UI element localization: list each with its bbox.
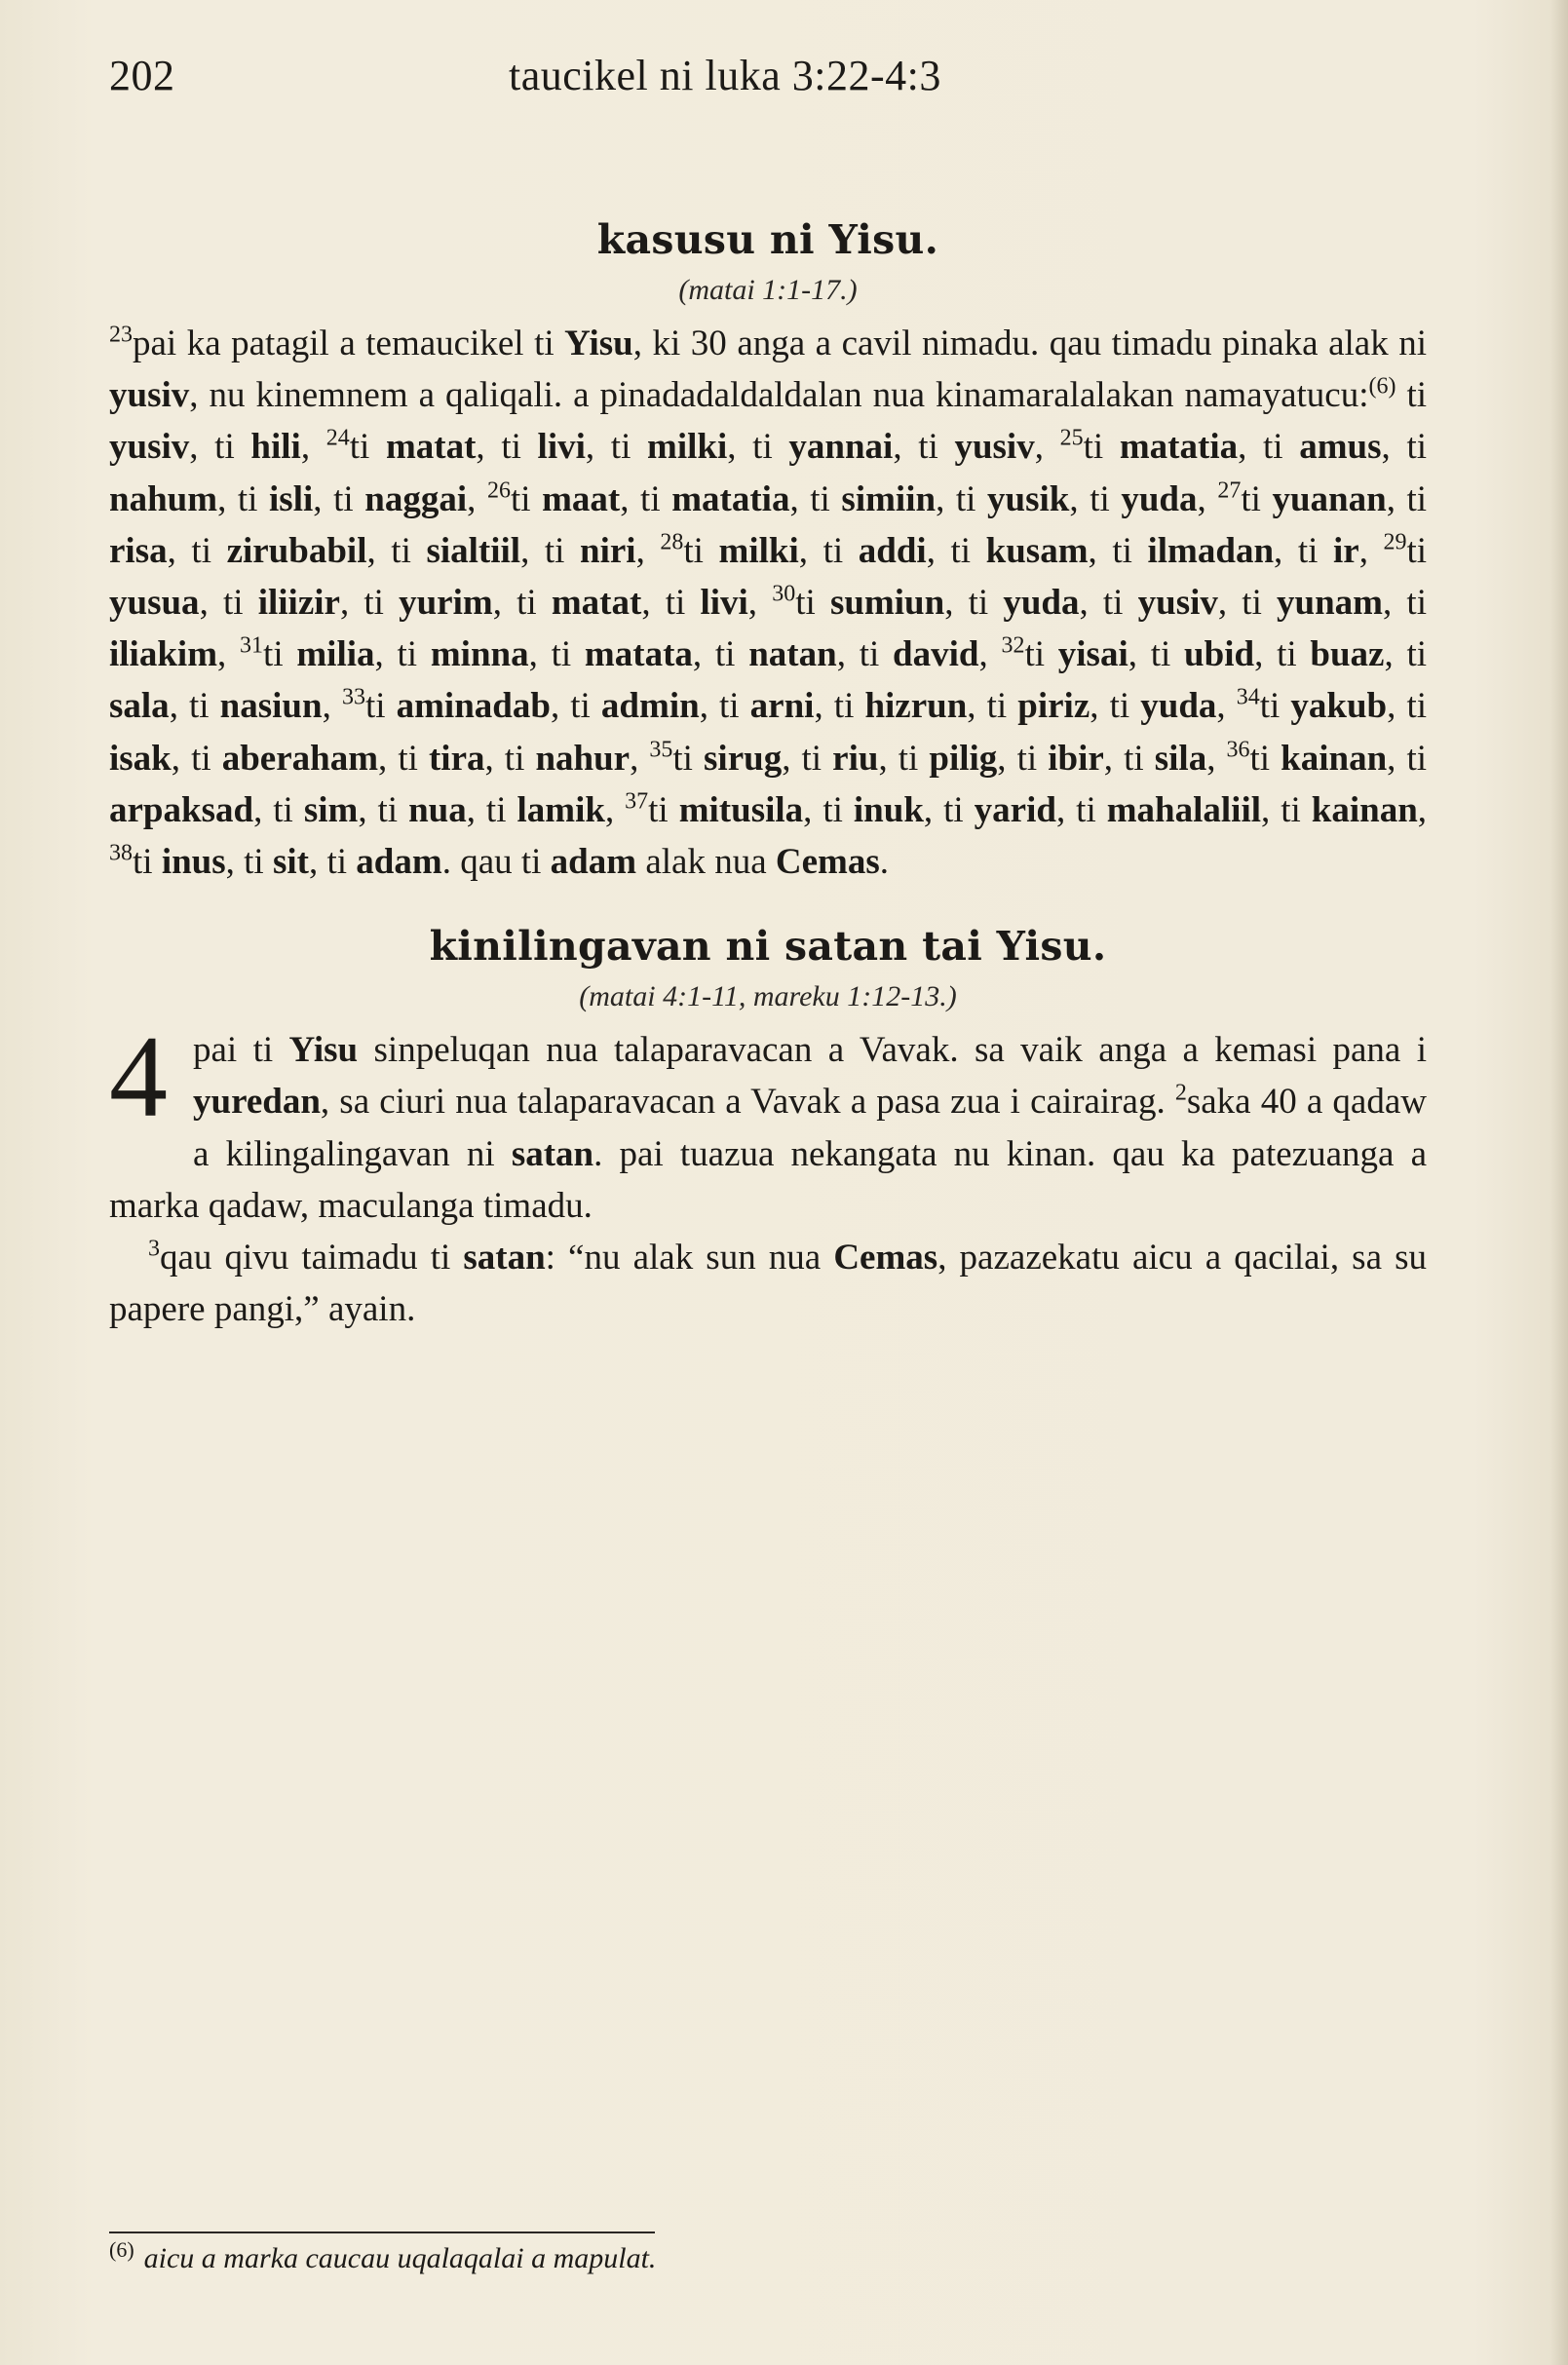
verse-number: 3 — [148, 1236, 160, 1262]
genealogy-name: matatia — [1119, 427, 1239, 468]
genealogy-name: natan — [748, 634, 837, 675]
genealogy-name: yuda — [1140, 686, 1217, 727]
genealogy-name: inus — [161, 842, 226, 883]
genealogy-name: inuk — [853, 789, 924, 830]
genealogy-name: risa — [109, 530, 168, 571]
name-bold: Yisu — [288, 1030, 359, 1071]
genealogy-name: addi — [858, 530, 927, 571]
verse-text: , ti — [189, 427, 251, 468]
genealogy-name: ubid — [1184, 634, 1255, 675]
genealogy-name: adam — [356, 842, 442, 883]
genealogy-name: riu — [832, 738, 879, 779]
verse-text: pai ka patagil a temaucikel ti — [133, 324, 565, 363]
verse-text: : “nu alak sun nua — [545, 1238, 834, 1278]
genealogy-name: pilig — [929, 738, 998, 779]
genealogy-name: tira — [428, 738, 485, 779]
genealogy-name: isak — [109, 738, 172, 779]
name-bold: Yisu — [564, 324, 633, 363]
genealogy-name: buaz — [1310, 634, 1385, 675]
verse-number: 26 — [486, 477, 511, 504]
genealogy-name: matat — [385, 427, 477, 468]
genealogy-name: iliakim — [109, 634, 218, 675]
genealogy-list: $^{24}$ti matat, ti livi, ti milki, ti yannai, ti yusiv, $^{25}$ti matatia, ti amus, ti nahum, ti isli, ti naggai, $^{26}$ti maat, ti matatia, ti simiin, ti yusik, ti yuda, $^{27}$ti yuanan, ti risa, ti zirubabil, ti sialtiil, ti niri, $^{28}$ti milki, ti addi, ti kusam, ti ilmadan, ti ir, $^{29}$ti yusua, ti iliizir, ti yurim, ti matat, ti livi, $^{30}$ti sumiun, ti yuda, ti yusiv, ti yunam, ti iliakim, $^{31}$ti milia, ti minna, ti matata, ti natan, ti david, $^{32}$ti yisai, ti ubid, ti buaz, ti sala, ti nasiun, $^{33}$ti aminadab, ti admin, ti arni, ti hizrun, ti piriz, ti yuda, $^{34}$ti yakub, ti isak, ti aberaham, ti tira, ti nahur, $^{35}$ti sirug, ti riu, ti pilig, ti ibir, ti sila, $^{36}$ti kainan, ti arpaksad, ti sim, ti nua, ti lamik, $^{37}$ti mitusila, ti inuk, ti yarid, ti mahalaliil, ti kainan, $^{38}$ti inus, ti sit, ti adam. qau ti adam alak nua Cemas. — [109, 426, 1428, 883]
genealogy-name: milia — [296, 634, 375, 675]
genealogy-paragraph — [109, 318, 1427, 888]
genealogy-name: mahalaliil — [1106, 789, 1262, 830]
temptation-paragraph — [109, 1011, 1427, 1232]
genealogy-name: yakub — [1290, 686, 1388, 727]
genealogy-name: amus — [1299, 427, 1382, 468]
verse-number: 28 — [660, 529, 684, 555]
genealogy-name: ilmadan — [1147, 530, 1275, 571]
name-bold: yuredan — [193, 1082, 321, 1123]
page-number: 202 — [109, 52, 175, 99]
genealogy-name: piriz — [1017, 686, 1090, 727]
genealogy-name: sit — [272, 842, 309, 883]
name-bold: yusiv — [109, 375, 190, 416]
chapter-block — [109, 1011, 1427, 1335]
verse-number: 24 — [325, 426, 350, 452]
genealogy-name: yuanan — [1272, 478, 1387, 519]
verse-text: saka 40 a qadaw a kilingalingavan ni — [193, 1082, 1427, 1174]
genealogy-name: milki — [718, 530, 799, 571]
verse-number: 27 — [1217, 477, 1242, 504]
genealogy-name: sumiun — [829, 583, 945, 624]
name-bold: adam — [550, 842, 637, 883]
running-head: taucikel ni luka 3:22-4:3 — [509, 52, 941, 99]
genealogy-name: kainan — [1311, 789, 1418, 830]
page-header — [109, 51, 1434, 109]
name-bold: hili — [250, 427, 301, 468]
genealogy-name: nahum — [109, 478, 218, 519]
genealogy-name: sila — [1154, 738, 1207, 779]
genealogy-name: yurim — [399, 583, 493, 624]
footnote-rule — [109, 2231, 655, 2233]
name-bold: Cemas — [775, 842, 880, 883]
verse-number: 38 — [109, 840, 133, 866]
genealogy-name: yuda — [1121, 478, 1198, 519]
verse-text: pai ti — [193, 1030, 289, 1071]
page-edge-shadow — [1550, 0, 1568, 2365]
footnote-marker: (6) — [109, 2237, 134, 2262]
genealogy-name: nasiun — [219, 686, 323, 727]
genealogy-name: livi — [700, 583, 748, 624]
genealogy-name: admin — [600, 686, 700, 727]
genealogy-name: david — [893, 634, 979, 675]
name-bold: Cemas — [833, 1238, 938, 1278]
verse-text: sinpeluqan nua talaparavacan a Vavak. sa vaik anga a kemasi pana i — [358, 1030, 1427, 1071]
section-genealogy — [109, 214, 1427, 888]
genealogy-name: matata — [584, 634, 693, 675]
genealogy-name: yisai — [1057, 634, 1128, 675]
section-reference: (matai 4:1-11, mareku 1:12-13.) — [579, 980, 957, 1013]
genealogy-name: hizrun — [864, 686, 968, 727]
genealogy-name: matatia — [671, 478, 790, 519]
name-bold: satan — [463, 1238, 546, 1278]
verse-text: , nu kinemnem a qaliqali. a pinadadaldaldalan nua kinamaralalakan namayatucu: — [189, 375, 1369, 416]
genealogy-name: maat — [542, 478, 621, 519]
genealogy-name: isli — [269, 478, 314, 519]
verse-number: 25 — [1059, 426, 1084, 452]
genealogy-name: ibir — [1048, 738, 1104, 779]
verse-number: 31 — [240, 632, 264, 659]
footnote-text: aicu a marka caucau uqalaqalai a mapulat. — [143, 2242, 657, 2274]
section-title: kinilingavan ni satan tai Yisu. — [429, 923, 1107, 971]
verse-text: ti — [1396, 375, 1428, 416]
temptation-paragraph-2 — [109, 1232, 1427, 1335]
footnote — [109, 2237, 1427, 2275]
genealogy-name: nahur — [535, 738, 631, 779]
genealogy-name: yarid — [974, 789, 1056, 830]
chapter-number: 4 — [109, 1011, 168, 1142]
genealogy-name: naggai — [364, 478, 468, 519]
verse-text: , — [300, 427, 311, 468]
page-body — [109, 214, 1427, 1335]
genealogy-name: ir — [1332, 530, 1359, 571]
genealogy-name: aminadab — [396, 686, 551, 727]
verse-text: , sa ciuri nua talaparavacan a Vavak a pasa zua i cairairag. — [320, 1082, 1166, 1123]
genealogy-name: arni — [749, 686, 815, 727]
genealogy-name: mitusila — [678, 789, 804, 830]
genealogy-name: sirug — [704, 738, 783, 779]
verse-number: 33 — [341, 685, 365, 711]
genealogy-name: yusua — [109, 583, 200, 624]
verse-number: 32 — [1001, 632, 1025, 659]
genealogy-name: yannai — [788, 427, 894, 468]
genealogy-name: sim — [303, 789, 359, 830]
genealogy-name: kusam — [985, 530, 1089, 571]
genealogy-name: yusiv — [954, 427, 1035, 468]
section-reference: (matai 1:1-17.) — [678, 274, 858, 306]
verse-number: 37 — [625, 788, 649, 815]
genealogy-name: nua — [408, 789, 467, 830]
genealogy-name: milki — [647, 427, 728, 468]
genealogy-name: arpaksad — [109, 789, 254, 830]
genealogy-name: lamik — [516, 789, 605, 830]
genealogy-name: yunam — [1277, 583, 1384, 624]
genealogy-name: simiin — [841, 478, 937, 519]
section-temptation — [109, 921, 1427, 1335]
genealogy-name: minna — [430, 634, 529, 675]
verse-text: . pai tuazua nekangata nu kinan. qau ka patezuanga a marka qadaw, maculanga timadu. — [109, 1133, 1427, 1226]
genealogy-name: yusik — [987, 478, 1070, 519]
genealogy-name: yusiv — [1137, 583, 1218, 624]
genealogy-name: matat — [551, 583, 642, 624]
genealogy-name: kainan — [1281, 738, 1388, 779]
verse-text: , ki 30 anga a cavil nimadu. qau timadu pinaka alak ni — [632, 324, 1427, 363]
name-bold: yusiv — [109, 427, 190, 468]
verse-text: , pazazekatu aicu a qacilai, sa su papere pangi,” ayain. — [109, 1238, 1427, 1330]
verse-number: 23 — [109, 322, 133, 348]
genealogy-name: aberaham — [221, 738, 379, 779]
verse-text: qau qivu taimadu ti — [160, 1238, 464, 1278]
genealogy-name: sala — [109, 686, 170, 727]
genealogy-name: livi — [537, 427, 586, 468]
section-title: kasusu ni Yisu. — [596, 216, 939, 263]
verse-number: 36 — [1226, 737, 1250, 763]
verse-number: 29 — [1383, 529, 1407, 555]
verse-number: 35 — [649, 737, 673, 763]
verse-number: 34 — [1236, 685, 1260, 711]
genealogy-name: zirubabil — [226, 530, 367, 571]
genealogy-name: niri — [580, 530, 636, 571]
genealogy-name: sialtiil — [426, 530, 521, 571]
genealogy-name: iliizir — [257, 583, 340, 624]
verse-number: 2 — [1174, 1081, 1187, 1107]
verse-number: 30 — [772, 581, 796, 607]
name-bold: satan — [511, 1133, 594, 1174]
footnote-reference: (6) — [1368, 373, 1396, 400]
genealogy-name: yuda — [1003, 583, 1080, 624]
